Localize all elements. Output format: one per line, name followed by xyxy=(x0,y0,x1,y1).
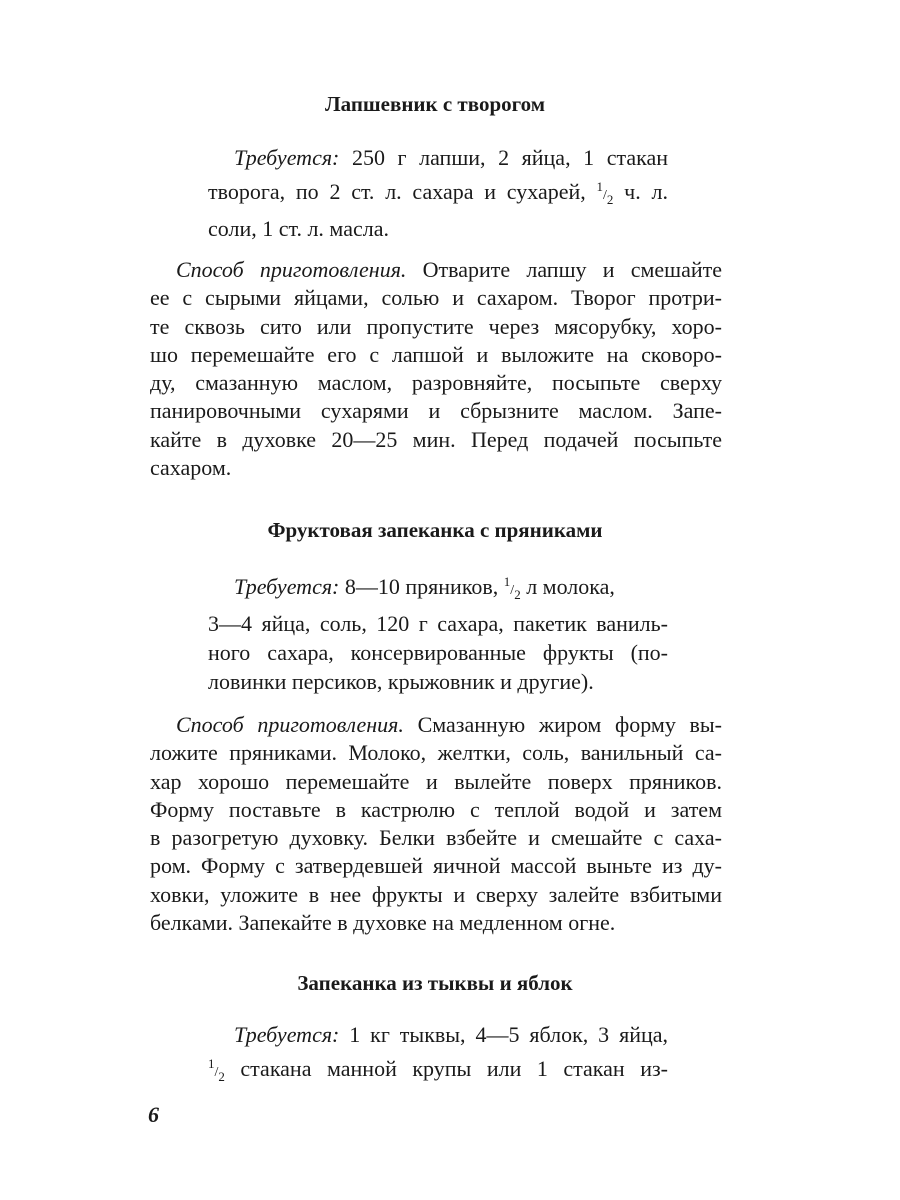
recipe-ingredients xyxy=(208,1020,668,1091)
requires-label: Требуется: xyxy=(234,574,340,599)
method-line: кайте в духовке 20—25 мин. Перед подачей посыпьте xyxy=(150,426,722,452)
recipe-method xyxy=(150,711,722,937)
method-line: Форму поставьте в кастрюлю с теплой водой и затем xyxy=(150,796,722,822)
ingredients-line: Требуется: 250 г лапши, 2 яйца, 1 стакан xyxy=(234,145,668,170)
recipe-title: Лапшевник с творогом xyxy=(324,92,546,116)
method-label: Способ приготовления. xyxy=(176,257,407,282)
method-line: Способ приготовления. Отварите лапшу и смешайте xyxy=(176,257,723,282)
method-line: ховки, уложите в нее фрукты и сверху залейте взбитыми xyxy=(150,881,722,907)
recipe-ingredients xyxy=(208,143,668,243)
ingredients-line: Требуется: 1 кг тыквы, 4—5 яблок, 3 яйца, xyxy=(234,1022,668,1047)
method-line: ду, смазанную маслом, разровняйте, посыпьте сверху xyxy=(150,370,722,396)
recipe-ingredients xyxy=(208,567,668,696)
ingredients-line: соли, 1 ст. л. масла. xyxy=(208,216,389,241)
method-line: шо перемешайте его с лапшой и выложите на сковоро- xyxy=(150,341,722,367)
fraction-one-half: $^1/_2$ xyxy=(208,1056,225,1084)
method-line: Способ приготовления. Смазанную жиром форму вы- xyxy=(176,712,723,737)
method-line: ром. Форму с затвердевшей яичной массой выньте из ду- xyxy=(150,853,722,879)
ingredients-line: творога, по 2 ст. л. сахара и сухарей, $^1/_2$ ч. л. xyxy=(208,179,668,207)
ingredients-line: $^1/_2$ стакана манной крупы или 1 стакан из- xyxy=(208,1056,668,1084)
ingredients-line: ловинки персиков, крыжовник и другие). xyxy=(208,669,594,694)
requires-label: Требуется: xyxy=(234,145,340,170)
method-line: в разогретую духовку. Белки взбейте и смешайте с саха- xyxy=(150,825,722,851)
method-label: Способ приготовления. xyxy=(176,712,404,737)
ingredients-line: ного сахара, консервированные фрукты (по- xyxy=(208,640,668,665)
page-number: 6 xyxy=(148,1102,159,1127)
fraction-one-half: $^1/_2$ xyxy=(503,574,521,602)
method-line: те сквозь сито или пропустите через мясорубку, хоро- xyxy=(150,313,722,339)
method-line: белками. Запекайте в духовке на медленном огне. xyxy=(150,910,616,936)
recipe-title: Запеканка из тыквы и яблок xyxy=(297,971,573,995)
method-line: панировочными сухарями и сбрызните маслом. Запе- xyxy=(150,398,722,424)
recipe-title: Фруктовая запеканка с пряниками xyxy=(267,518,603,542)
method-line: ее с сырыми яйцами, солью и сахаром. Творог протри- xyxy=(150,285,722,311)
method-line: хар хорошо перемешайте и вылейте поверх пряников. xyxy=(150,768,722,794)
method-line: ложите пряниками. Молоко, желтки, соль, ванильный са- xyxy=(150,740,722,766)
requires-label: Требуется: xyxy=(234,1022,340,1047)
ingredients-line: Требуется: 8—10 пряников, $^1/_2$ л молока, xyxy=(234,574,615,602)
ingredients-line: 3—4 яйца, соль, 120 г сахара, пакетик ваниль- xyxy=(208,611,668,636)
fraction-one-half: $^1/_2$ xyxy=(596,179,614,207)
recipe-method xyxy=(150,256,722,482)
method-line: сахаром. xyxy=(150,455,232,481)
